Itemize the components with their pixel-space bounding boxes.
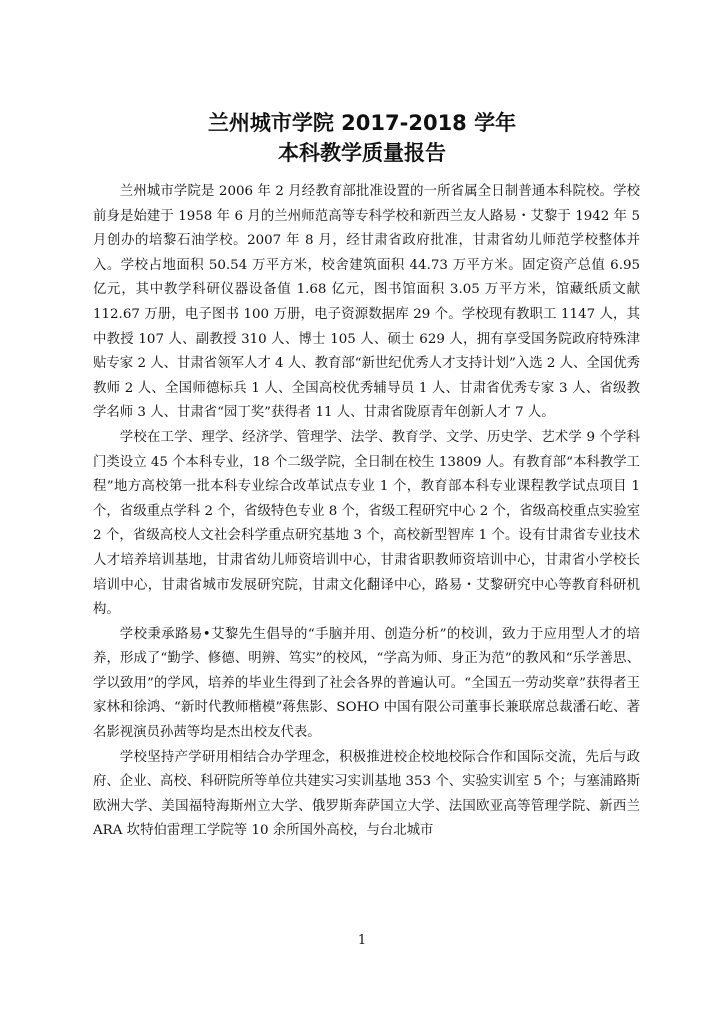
document-title-line1: 兰州城市学院 2017-2018 学年 (207, 111, 517, 135)
paragraph-4: 学校坚持产学研用相结合办学理念，积极推进校企校地校际合作和国际交流，先后与政府、企业、高校、科研院所等单位共建实习实训基地 353 个、实验实训室 5 个；与塞浦路斯欧洲大学、美国福特海斯州立大学、俄罗斯奔萨国立大学、法国欧亚高等管理学院、新西兰 ARA 坎特伯雷理工学院等 10 余所国外高校，与台北城市 (93, 749, 640, 839)
paragraph-3: 学校秉承路易•艾黎先生倡导的“手脑并用、创造分析”的校训，致力于应用型人才的培养，形成了“勤学、修德、明辨、笃实”的校风，“学高为师、身正为范”的教风和“乐学善思、学以致用”的学风，培养的毕业生得到了社会各界的普遍认可。“全国五一劳动奖章”获得者王家林和徐鸿、“新时代教师楷模”蒋焦影、SOHO 中国有限公司董事长兼联席总裁潘石屹、著名影视演员孙茜等均是杰出校友代表。 (93, 626, 640, 741)
page-number: 1 (357, 933, 367, 948)
paragraph-1: 兰州城市学院是 2006 年 2 月经教育部批准设置的一所省属全日制普通本科院校。学校前身是始建于 1958 年 6 月的兰州师范高等专科学校和新西兰友人路易・艾黎于 1942 年 5 月创办的培黎石油学校。2007 年 8 月，经甘肃省政府批准，甘肃省幼儿师范学校整体并入。学校占地面积 50.54 万平方米，校舍建筑面积 44.73 万平方米。固定资产总值 6.95 亿元，其中教学科研仪器设备值 1.68 亿元，图书馆面积 3.05 万平方米，馆藏纸质文献 112.67 万册，电子图书 100 万册，电子资源数据库 29 个。学校现有教职工 1147 人，其中教授 107 人、副教授 310 人、博士 105 人、硕士 629 人，拥有享受国务院政府特殊津贴专家 2 人、甘肃省领军人才 4 人、教育部“新世纪优秀人才支持计划”入选 2 人、全国优秀教师 2 人、全国师德标兵 1 人、全国高校优秀辅导员 1 人、甘肃省优秀专家 3 人、省级教学名师 3 人、甘肃省“园丁奖”获得者 11 人、甘肃省陇原青年创新人才 7 人。 (93, 184, 640, 421)
paragraph-2: 学校在工学、理学、经济学、管理学、法学、教育学、文学、历史学、艺术学 9 个学科门类设立 45 个本科专业，18 个二级学院，全日制在校生 13809 人。有教育部“本科教学工程”地方高校第一批本科专业综合改革试点专业 1 个，教育部本科专业课程教学试点项目 1 个，省级重点学科 2 个，省级特色专业 8 个，省级工程研究中心 2 个，省级高校重点实验室 2 个，省级高校人文社会科学重点研究基地 3 个，高校新型智库 1 个。设有甘肃省专业技术人才培养培训基地，甘肃省幼儿师资培训中心，甘肃省职教师资培训中心，甘肃省小学校长培训中心，甘肃省城市发展研究院，甘肃文化翻译中心，路易・艾黎研究中心等教育科研机构。 (93, 429, 640, 618)
document-body (93, 180, 640, 844)
document-title-line2: 本科教学质量报告 (278, 141, 446, 165)
